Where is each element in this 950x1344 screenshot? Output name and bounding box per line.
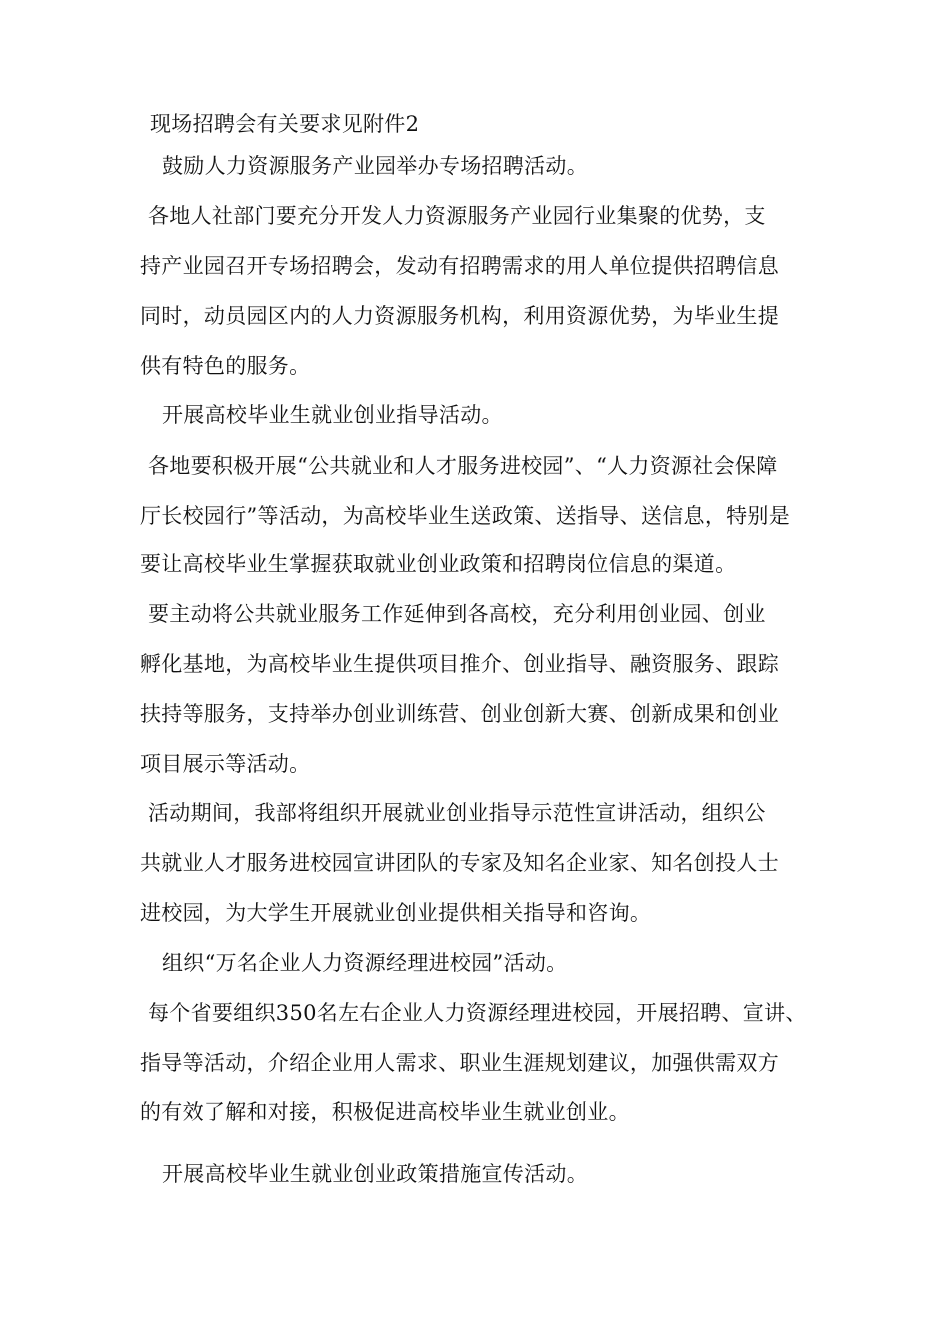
text-line: 供有特色的服务。 [140, 354, 311, 378]
section-heading: 组织“万名企业人力资源经理进校园”活动。 [162, 951, 568, 975]
section-heading: 开展高校毕业生就业创业指导活动。 [162, 403, 503, 427]
text-line: 同时，动员园区内的人力资源服务机构，利用资源优势，为毕业生提 [140, 304, 779, 328]
text-line: 各地人社部门要充分开发人力资源服务产业园行业集聚的优势，支 [148, 204, 766, 228]
section-heading: 鼓励人力资源服务产业园举办专场招聘活动。 [162, 154, 588, 178]
text-line: 持产业园召开专场招聘会，发动有招聘需求的用人单位提供招聘信息 [140, 254, 779, 278]
text-line: 共就业人才服务进校园宣讲团队的专家及知名企业家、知名创投人士 [140, 851, 779, 875]
text-line: 要让高校毕业生掌握获取就业创业政策和招聘岗位信息的渠道。 [140, 552, 737, 576]
section-heading: 开展高校毕业生就业创业政策措施宣传活动。 [162, 1162, 588, 1186]
text-line: 的有效了解和对接，积极促进高校毕业生就业创业。 [140, 1100, 630, 1124]
text-line: 活动期间，我部将组织开展就业创业指导示范性宣讲活动，组织公 [148, 801, 766, 825]
text-line: 每个省要组织350名左右企业人力资源经理进校园，开展招聘、宣讲、 [148, 1001, 807, 1025]
text-line: 孵化基地，为高校毕业生提供项目推介、创业指导、融资服务、跟踪 [140, 652, 779, 676]
text-line: 要主动将公共就业服务工作延伸到各高校，充分利用创业园、创业 [148, 602, 766, 626]
text-line: 各地要积极开展“公共就业和人才服务进校园”、“人力资源社会保障 [148, 454, 778, 478]
text-line: 厅长校园行”等活动，为高校毕业生送政策、送指导、送信息，特别是 [140, 504, 791, 528]
text-line: 现场招聘会有关要求见附件2 [150, 112, 420, 136]
text-line: 进校园，为大学生开展就业创业提供相关指导和咨询。 [140, 901, 652, 925]
text-line: 项目展示等活动。 [140, 752, 311, 776]
text-line: 扶持等服务，支持举办创业训练营、创业创新大赛、创新成果和创业 [140, 702, 779, 726]
text-line: 指导等活动，介绍企业用人需求、职业生涯规划建议，加强供需双方 [140, 1051, 779, 1075]
